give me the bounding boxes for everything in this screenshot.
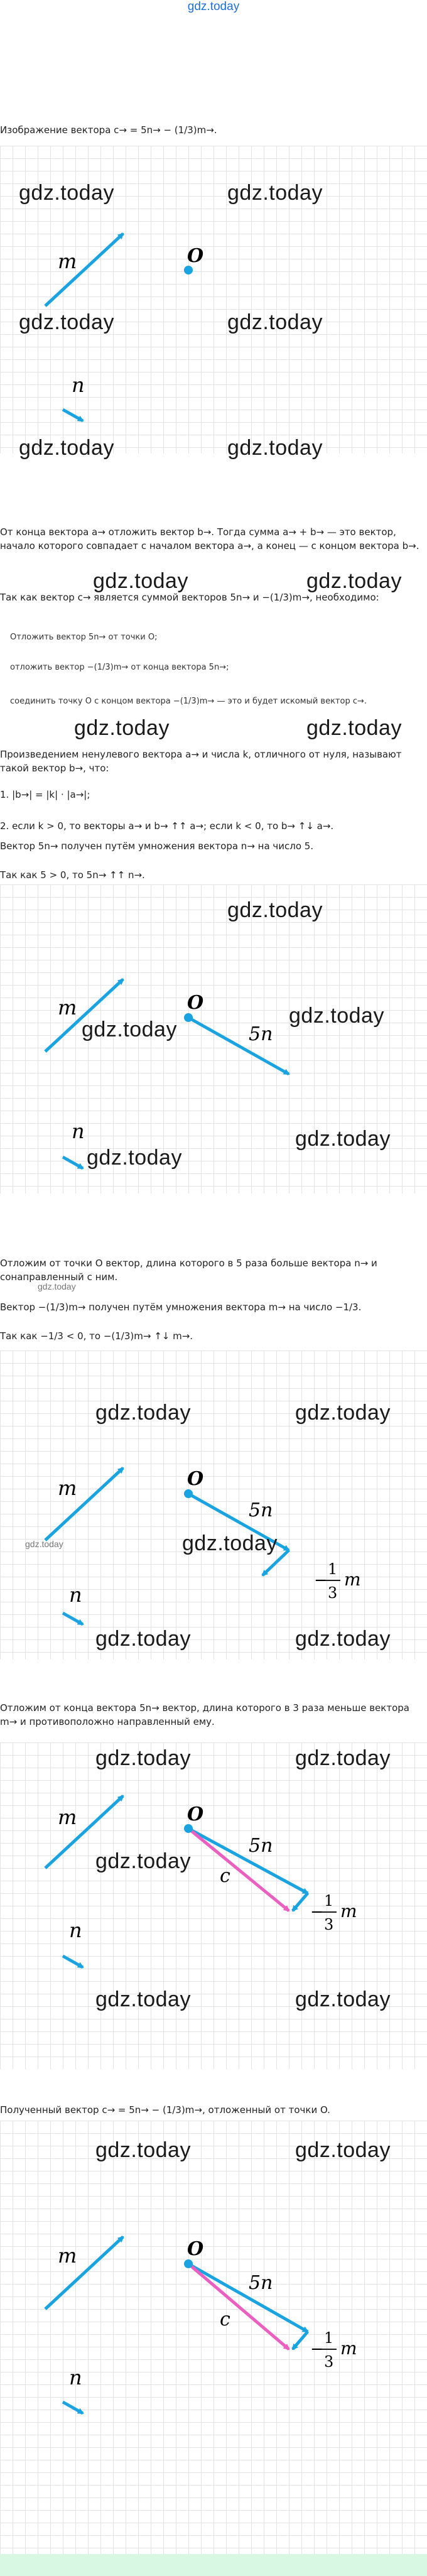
product-rule-1: 1. |b→| = |k| · |a→|;: [0, 789, 90, 800]
watermark: gdz.today: [227, 310, 323, 334]
vector-c: [188, 1829, 289, 1911]
label-o: O: [187, 1803, 204, 1825]
label-minus-third-m: [310, 2329, 357, 2371]
watermark: gdz.today: [227, 436, 323, 460]
label-five-n: 5n: [249, 1499, 273, 1521]
svg-text:3: 3: [324, 1916, 334, 1933]
plan-step-1: Отложить вектор 5n→ от точки O;: [10, 633, 158, 642]
watermark: gdz.today: [95, 1401, 191, 1425]
watermark: gdz.today: [295, 1627, 391, 1651]
watermark: gdz.today: [306, 569, 402, 593]
watermark: gdz.today: [227, 898, 323, 922]
watermark: gdz.today: [295, 1401, 391, 1425]
watermark: gdz.today: [38, 1281, 76, 1291]
svg-text:m: m: [340, 2338, 357, 2359]
vector-m: [45, 1468, 123, 1540]
watermark: gdz.today: [74, 716, 170, 740]
minus-third-m-text: Вектор −(1/3)m→ получен путём умножения вектора m→ на число −1/3.: [0, 1302, 362, 1313]
vector-n: [63, 1956, 83, 1967]
watermark: gdz.today: [295, 2138, 391, 2162]
vector-five-n: [188, 1018, 289, 1074]
label-n: n: [72, 373, 85, 397]
label-m: m: [58, 996, 77, 1019]
label-m: m: [58, 2244, 77, 2268]
vector-five-n: [188, 2264, 308, 2332]
watermark: gdz.today: [182, 1531, 278, 1555]
svg-text:−: −: [310, 2340, 324, 2359]
product-definition-text: Произведением ненулевого вектора a→ и числа k, отличного от нуля, называют такой вектор b→, что:: [0, 749, 402, 774]
svg-text:−: −: [314, 1571, 328, 1590]
step-five-n-text: Отложим от точки O вектор, длина которого в 5 раза больше вектора n→ и сонаправленный с ним.: [0, 1258, 377, 1283]
vector-n: [63, 1157, 83, 1168]
point-o: [184, 266, 193, 274]
step-minus-third-m-text: Отложим от конца вектора 5n→ вектор, длина которого в 3 раза меньше вектора m→ и противоположно направленный ему.: [0, 1702, 409, 1727]
watermark: gdz.today: [295, 1987, 391, 2011]
product-rule-2: 2. если k > 0, то векторы a→ и b→ ↑↑ a→; если k < 0, то b→ ↑↓ a→.: [0, 820, 334, 832]
label-minus-third-m: [310, 1892, 357, 1933]
result-text: Полученный вектор c→ = 5n→ − (1/3)m→, отложенный от точки O.: [0, 2104, 330, 2116]
label-n: n: [69, 1918, 82, 1942]
label-five-n: 5n: [249, 1023, 273, 1045]
point-o: [184, 2259, 193, 2268]
label-n: n: [69, 2366, 82, 2389]
five-n-text: Вектор 5n→ получен путём умножения вектора n→ на число 5.: [0, 840, 314, 852]
watermark: gdz.today: [95, 1746, 191, 1770]
five-n-direction-text: Так как 5 > 0, то 5n→ ↑↑ n→.: [0, 869, 145, 881]
figure-minus-third-m: [0, 1350, 427, 1660]
watermark: gdz.today: [19, 181, 114, 205]
watermark: gdz.today: [87, 1146, 182, 1170]
figure-given-vectors: [0, 146, 427, 460]
plan-step-2: отложить вектор −(1/3)m→ от конца вектора 5n→;: [10, 663, 229, 672]
svg-text:3: 3: [324, 2353, 334, 2371]
vector-m: [45, 234, 123, 306]
watermark: gdz.today: [95, 2138, 191, 2162]
figure-five-n: [0, 884, 427, 1193]
watermark: gdz.today: [306, 716, 402, 740]
figure-result: [0, 2121, 427, 2554]
watermark: gdz.today: [295, 1127, 391, 1151]
watermark: gdz.today: [19, 310, 114, 334]
watermark: gdz.today: [289, 1004, 384, 1028]
label-o: O: [187, 2238, 204, 2260]
sum-rule-text: От конца вектора a→ отложить вектор b→. Тогда сумма a→ + b→ — это вектор, начало которого совпадает с началом вектора a→, а конец — с концом вектора b→.: [0, 526, 419, 552]
label-m: m: [58, 249, 77, 273]
plan-step-3: соединить точку O с концом вектора −(1/3)m→ — это и будет искомый вектор c→.: [10, 697, 367, 706]
watermark: gdz.today: [25, 1539, 63, 1549]
svg-text:m: m: [344, 1569, 361, 1590]
vector-c: [188, 2264, 289, 2349]
minus-third-m-direction: Так как −1/3 < 0, то −(1/3)m→ ↑↓ m→.: [0, 1330, 193, 1342]
label-five-n: 5n: [249, 1835, 273, 1857]
label-c: c: [220, 2308, 230, 2330]
label-o: O: [187, 1468, 204, 1490]
point-o: [184, 1013, 193, 1022]
watermark: gdz.today: [93, 569, 188, 593]
label-m: m: [58, 1476, 77, 1500]
vector-minus-third-m: [293, 1893, 308, 1911]
svg-text:1: 1: [324, 1892, 334, 1910]
watermark: gdz.today: [95, 1849, 191, 1873]
label-o: O: [187, 245, 204, 267]
svg-text:3: 3: [328, 1584, 338, 1602]
plan-text: Так как вектор c→ является суммой векторов 5n→ и −(1/3)m→, необходимо:: [0, 592, 379, 603]
vector-n: [63, 1613, 83, 1624]
label-c: c: [220, 1865, 230, 1887]
label-m: m: [58, 1805, 77, 1829]
watermark: gdz.today: [82, 1018, 177, 1041]
vector-n: [63, 410, 83, 421]
vector-minus-third-m: [293, 2332, 308, 2349]
statement-text: Изображение вектора c→ = 5n→ − (1/3)m→.: [0, 124, 217, 136]
vector-five-n: [188, 1829, 308, 1893]
label-five-n: 5n: [249, 2272, 273, 2294]
watermark: gdz.today: [227, 181, 323, 205]
point-o: [184, 1824, 193, 1833]
label-n: n: [72, 1119, 85, 1143]
svg-text:1: 1: [324, 2329, 334, 2347]
watermark: gdz.today: [95, 1987, 191, 2011]
footer-band: [0, 2554, 427, 2576]
svg-text:1: 1: [328, 1560, 338, 1578]
watermark: gdz.today: [19, 436, 114, 460]
vector-m: [45, 2237, 123, 2309]
watermark: gdz.today: [295, 1746, 391, 1770]
svg-text:m: m: [340, 1901, 357, 1921]
point-o: [184, 1489, 193, 1498]
svg-text:−: −: [310, 1903, 324, 1921]
label-minus-third-m: [314, 1560, 361, 1602]
label-n: n: [69, 1583, 82, 1607]
label-o: O: [187, 992, 204, 1014]
watermark: gdz.today: [95, 1627, 191, 1651]
figure-sum-construction: [0, 1742, 427, 2069]
site-link[interactable]: gdz.today: [187, 0, 240, 13]
vector-n: [63, 2402, 83, 2413]
